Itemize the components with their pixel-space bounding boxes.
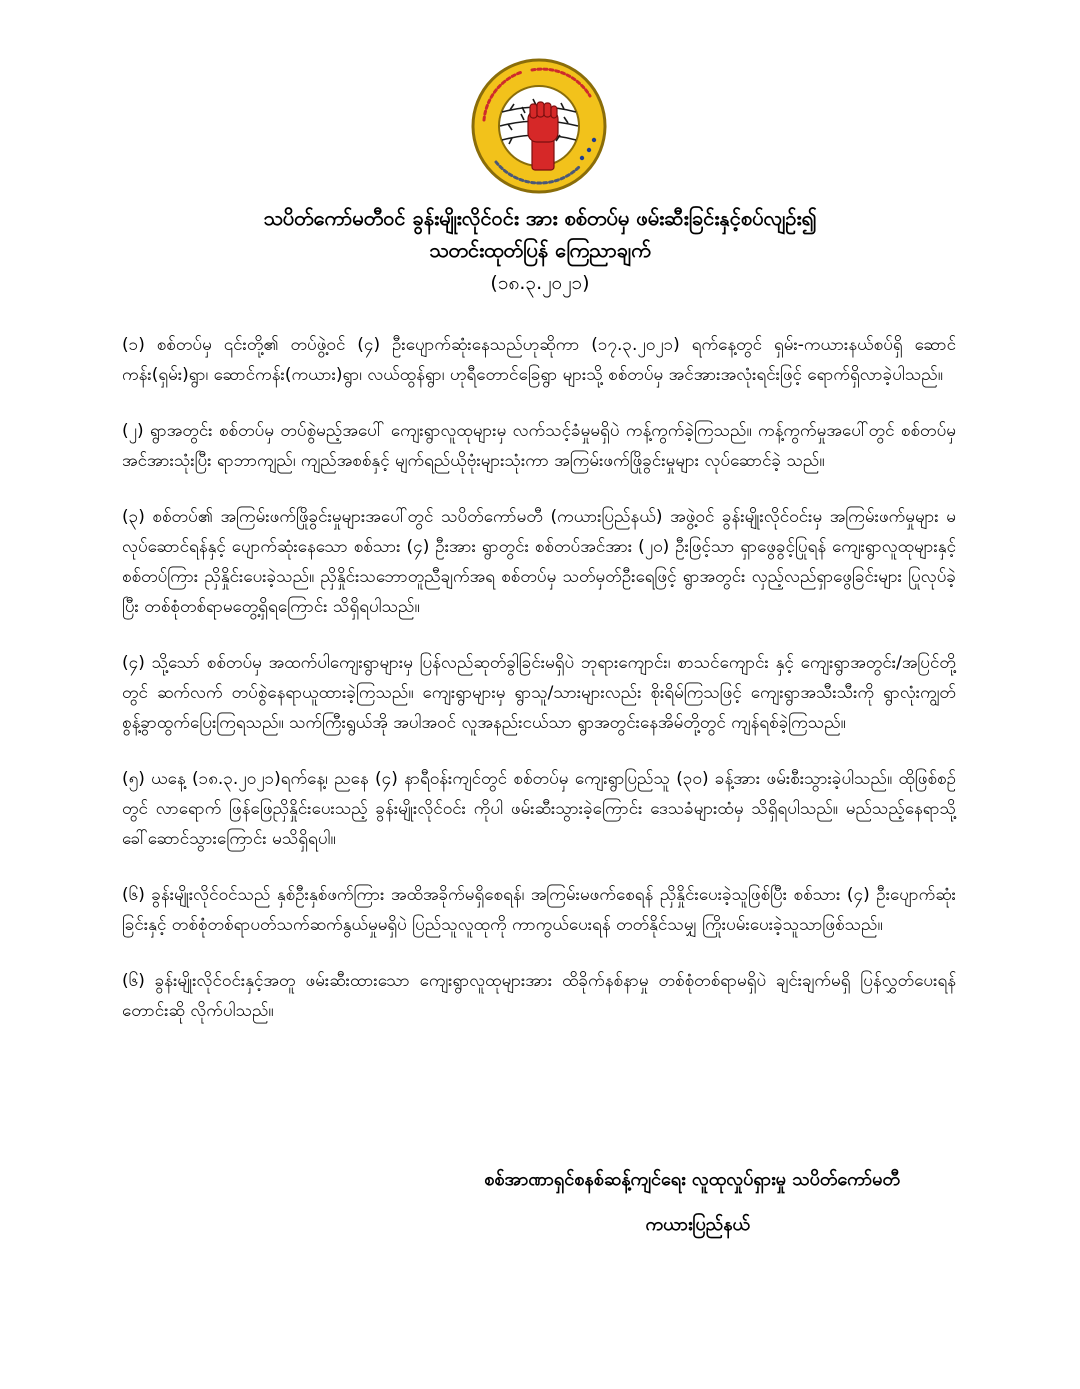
statement-title-line-1: သပိတ်ကော်မတီဝင် ခွန်းမျိုးလိုင်ဝင်း အား စစ်တပ်မှ ဖမ်းဆီးခြင်းနှင့်စပ်လျဉ်း၍ [263, 206, 817, 230]
statement-title-line-2: သတင်းထုတ်ပြန် ကြေညာချက် [429, 238, 651, 262]
paragraph-1: (၁) စစ်တပ်မှ ၎င်းတို့၏ တပ်ဖွဲ့ဝင် (၄) ဦးပျောက်ဆုံးနေသည်ဟုဆိုကာ (၁၇.၃.၂၀၂၁) ရက်နေ့တွင် ရှမ်း-ကယားနယ်စပ်ရှိ ဆောင်ကန်း(ရှမ်း)ရွာ၊ ဆောင်ကန်း(ကယား)ရွာ၊ လယ်ထွန်ရွာ၊ ဟုရီတောင်ခြေရွာ များသို့ စစ်တပ်မှ အင်အားအလုံးရင်းဖြင့် ရောက်ရှိလာခဲ့ပါသည်။ [122, 335, 956, 385]
paragraph-6: (၆) ခွန်းမျိုးလိုင်ဝင်သည် နှစ်ဦးနှစ်ဖက်ကြား အထိအခိုက်မရှိစေရန်၊ အကြမ်းမဖက်စေရန် ညှိနှိုင်းပေးခဲ့သူဖြစ်ပြီး စစ်သား (၄) ဦးပျောက်ဆုံးခြင်းနှင့် တစ်စုံတစ်ရာပတ်သက်ဆက်နွယ်မှုမရှိပဲ ပြည်သူလူထုကို ကာကွယ်ပေးရန် တတ်နိုင်သမျှ ကြိုးပမ်းပေးခဲ့သူသာဖြစ်သည်။ [122, 885, 956, 935]
signature-organization: စစ်အာဏာရှင်စနစ်ဆန့်ကျင်ရေး လူထုလှုပ်ရှားမှု သပိတ်ကော်မတီ [484, 1169, 900, 1190]
organization-emblem-icon [462, 50, 616, 198]
statement-body [122, 330, 956, 1052]
paragraph-5: (၅) ယနေ့ (၁၈.၃.၂၀၂၁)ရက်နေ့၊ ညနေ (၄) နာရီဝန်းကျင်တွင် စစ်တပ်မှ ကျေးရွာပြည်သူ (၃၀) ခန့်အား ဖမ်းစီးသွားခဲ့ပါသည်။ ထိုဖြစ်စဉ်တွင် လာရောက် ဖြန်ဖြေညှိနှိုင်းပေးသည့် ခွန်းမျိုးလိုင်ဝင်း ကိုပါ ဖမ်းဆီးသွားခဲ့ကြောင်း ဒေသခံများထံမှ သိရှိရပါသည်။ မည်သည့်နေရာသို့ ခေါ်ဆောင်သွားကြောင်း မသိရှိရပါ။ [122, 769, 956, 849]
paragraph-4: (၄) သို့သော် စစ်တပ်မှ အထက်ပါကျေးရွာများမှ ပြန်လည်ဆုတ်ခွါခြင်းမရှိပဲ ဘုရားကျောင်း၊ စာသင်ကျောင်း နှင့် ကျေးရွာအတွင်း/အပြင်တို့တွင် ဆက်လက် တပ်စွဲနေရာယူထားခဲ့ကြသည်။ ကျေးရွာများမှ ရွာသူ/သားများလည်း စိုးရိမ်ကြသဖြင့် ကျေးရွာအသီးသီးကို ရွာလုံးကျွတ် စွန့်ခွာထွက်ပြေးကြရသည်။ သက်ကြီးရွယ်အို အပါအဝင် လူအနည်းငယ်သာ ရွာအတွင်းနေအိမ်တို့တွင် ကျန်ရစ်ခဲ့ကြသည်။ [122, 653, 956, 733]
paragraph-7: (၆) ခွန်းမျိုးလိုင်ဝင်းနှင့်အတူ ဖမ်းဆီးထားသော ကျေးရွာလူထုများအား ထိခိုက်နစ်နာမှု တစ်စုံတစ်ရာမရှိပဲ ချင်းချက်မရှိ ပြန်လွှတ်ပေးရန် တောင်းဆို လိုက်ပါသည်။ [122, 971, 956, 1021]
paragraph-2: (၂) ရွာအတွင်း စစ်တပ်မှ တပ်စွဲမည့်အပေါ် ကျေးရွာလူထုများမှ လက်သင့်ခံမှုမရှိပဲ ကန့်ကွက်ခဲ့ကြသည်။ ကန့်ကွက်မှုအပေါ်တွင် စစ်တပ်မှ အင်အားသုံးပြီး ရာဘာကျည်၊ ကျည်အစစ်နှင့် မျက်ရည်ယိုဗုံးများသုံးကာ အကြမ်းဖက်ဖြိုခွင်းမှုများ လုပ်ဆောင်ခဲ့ သည်။ [122, 421, 956, 471]
statement-date: (၁၈.၃.၂၀၂၁) [490, 272, 590, 294]
paragraph-3: (၃) စစ်တပ်၏ အကြမ်းဖက်ဖြိုခွင်းမှုများအပေါ်တွင် သပိတ်ကော်မတီ (ကယားပြည်နယ်) အဖွဲ့ဝင် ခွန်းမျိုးလိုင်ဝင်းမှ အကြမ်းဖက်မှုများ မလုပ်ဆောင်ရန်နှင့် ပျောက်ဆုံးနေသော စစ်သား (၄) ဦးအား ရွာတွင်း စစ်တပ်အင်အား (၂၀) ဦးဖြင့်သာ ရှာဖွေခွင့်ပြုရန် ကျေးရွာလူထုများနှင့် စစ်တပ်ကြား ညှိနှိုင်းပေးခဲ့သည်။ ညှိနှိုင်းသဘောတူညီချက်အရ စစ်တပ်မှ သတ်မှတ်ဦးရေဖြင့် ရွာအတွင်း လှည့်လည်ရှာဖွေခြင်းများ ပြုလုပ်ခဲ့ပြီး တစ်စုံတစ်ရာမတွေ့ရှိရကြောင်း သိရှိရပါသည်။ [122, 507, 956, 617]
signature-state: ကယားပြည်နယ် [645, 1214, 750, 1235]
